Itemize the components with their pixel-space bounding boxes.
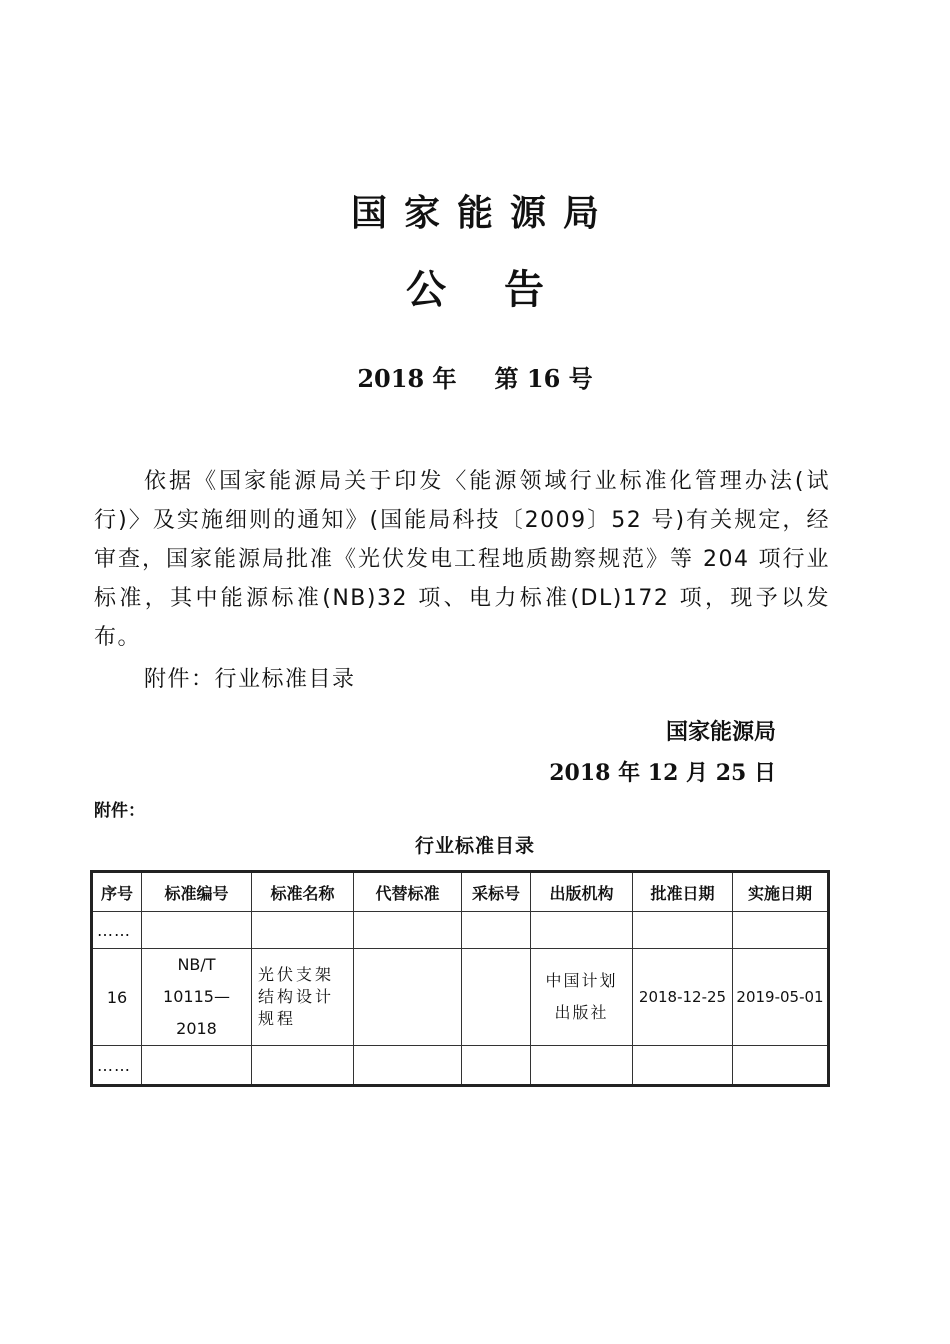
publisher-line-2: 出版社 (554, 1003, 609, 1022)
table-row (92, 912, 829, 949)
empty-cell (633, 1046, 733, 1086)
issue-no: 第 16 号 (494, 364, 593, 393)
empty-cell (252, 912, 354, 949)
empty-cell (462, 1046, 531, 1086)
ellipsis-cell: …… (92, 912, 142, 949)
col-adopted: 采标号 (462, 872, 531, 912)
empty-cell (354, 912, 462, 949)
col-replaces: 代替标准 (354, 872, 462, 912)
empty-cell (142, 1046, 252, 1086)
effective-date-cell: 2019-05-01 (733, 949, 829, 1046)
publisher-cell (531, 949, 633, 1046)
code-cell (142, 949, 252, 1046)
standards-table (90, 870, 830, 1087)
code-line-2: 10115—2018 (163, 987, 230, 1038)
col-code: 标准编号 (142, 872, 252, 912)
empty-cell (733, 912, 829, 949)
notice-title: 公告 (406, 267, 602, 313)
empty-cell (531, 912, 633, 949)
col-approval-date: 批准日期 (633, 872, 733, 912)
table-title: 行业标准目录 (414, 835, 535, 857)
col-effective-date: 实施日期 (733, 872, 829, 912)
publisher-line-1: 中国计划 (545, 971, 618, 990)
col-name: 标准名称 (252, 872, 354, 912)
table-row (92, 1046, 829, 1086)
issue-year: 2018 年 (357, 364, 457, 393)
agency-title: 国家能源局 (350, 193, 616, 234)
ellipsis-cell: …… (92, 1046, 142, 1086)
seq-cell: 16 (92, 949, 142, 1046)
empty-cell (354, 1046, 462, 1086)
empty-cell (633, 912, 733, 949)
table-header-row (92, 872, 829, 912)
body-paragraph: 依据《国家能源局关于印发〈能源领域行业标准化管理办法(试行)〉及实施细则的通知》(国能局科技〔2009〕52 号)有关规定，经审查，国家能源局批准《光伏发电工程地质勘察规范》等 204 项行业标准，其中能源标准(NB)32 项、电力标准(DL)172 项，现予以发布。 (94, 469, 830, 650)
table-row (92, 949, 829, 1046)
replaces-cell (354, 949, 462, 1046)
empty-cell (531, 1046, 633, 1086)
adopted-cell (462, 949, 531, 1046)
empty-cell (462, 912, 531, 949)
signer: 国家能源局 (665, 720, 776, 745)
approval-date-cell: 2018-12-25 (633, 949, 733, 1046)
code-line-1: NB/T (177, 955, 216, 974)
empty-cell (733, 1046, 829, 1086)
attachment-label: 附件： (94, 801, 145, 821)
col-seq: 序号 (92, 872, 142, 912)
name-cell: 光伏支架结构设计规程 (252, 949, 354, 1046)
issue-number (0, 362, 950, 396)
empty-cell (142, 912, 252, 949)
signature-date: 2018 年 12 月 25 日 (549, 760, 776, 786)
col-publisher: 出版机构 (531, 872, 633, 912)
empty-cell (252, 1046, 354, 1086)
attachment-reference: 附件：行业标准目录 (144, 667, 356, 692)
